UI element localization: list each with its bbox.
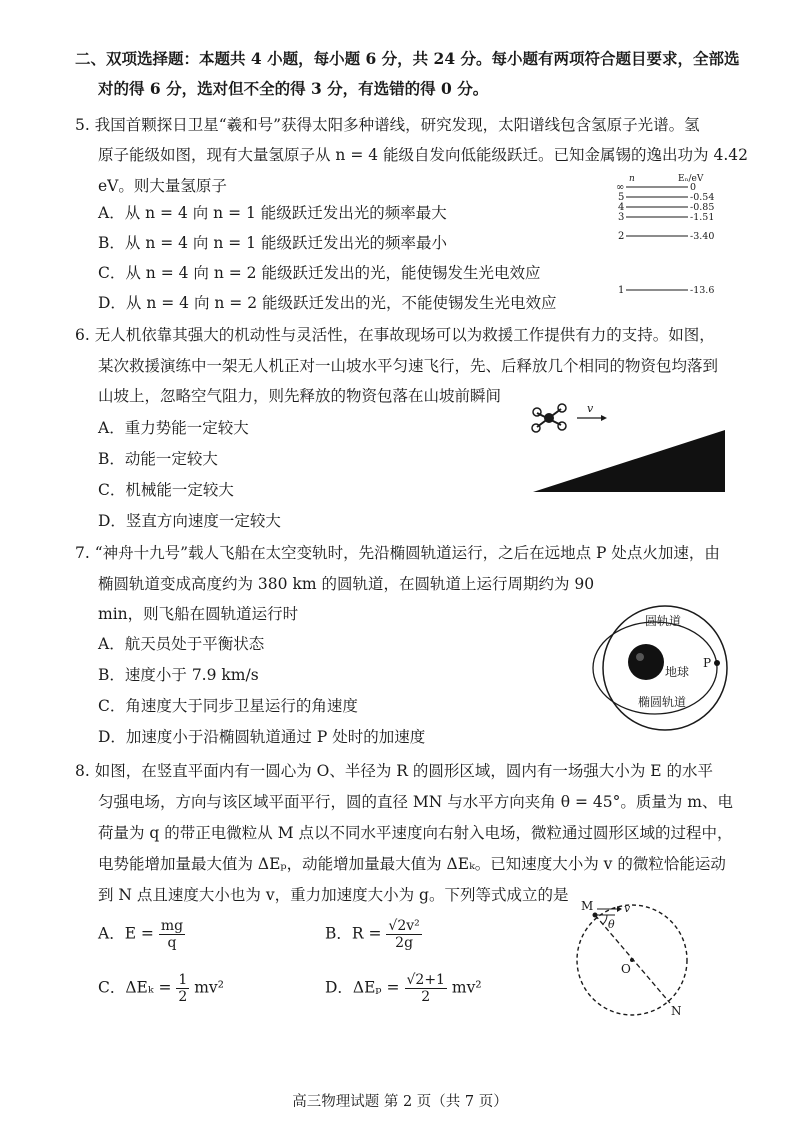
q5-option-c: C．从 n = 4 向 n = 2 能级跃迁发出的光，能使锡发生光电效应	[98, 264, 541, 282]
label-n: N	[671, 1004, 682, 1018]
level-n-1: 1	[618, 285, 625, 296]
q8-option-c-suffix: mv²	[194, 978, 224, 997]
q8-option-d-fraction	[405, 972, 447, 1005]
point-m	[593, 913, 598, 918]
q6-stem-line3: 山坡上，忽略空气阻力，则先释放的物资包落在山坡前瞬间	[98, 387, 502, 405]
point-p-marker	[714, 660, 720, 666]
q8-option-d-den: 2	[421, 989, 431, 1005]
level-n-4: 4	[618, 202, 625, 213]
q8-stem-line5: 到 N 点且速度大小也为 v，重力加速度大小为 g。下列等式成立的是	[98, 886, 569, 904]
label-o: O	[621, 962, 631, 976]
energy-header-e: Eₙ/eV	[678, 174, 704, 184]
q8-option-c-den: 2	[178, 989, 188, 1005]
level-e-inf: 0	[690, 182, 697, 193]
slope-shape	[533, 430, 725, 492]
q7-option-c: C．角速度大于同步卫星运行的角速度	[98, 697, 358, 715]
energy-header-n: n	[629, 174, 635, 184]
label-m: M	[581, 899, 594, 913]
q7-stem-line3: min，则飞船在圆轨道运行时	[98, 605, 299, 623]
q7-option-d: D．加速度小于沿椭圆轨道通过 P 处时的加速度	[98, 728, 426, 746]
q7-option-b: B．速度小于 7.9 km/s	[98, 666, 259, 684]
q5-stem-line2: 原子能级如图，现有大量氢原子从 n = 4 能级自发向低能级跃迁。已知金属锡的逸出功为 4.42	[98, 146, 748, 164]
circle-field-diagram	[575, 893, 735, 1023]
orbit-diagram	[590, 600, 740, 740]
q7-option-a: A．航天员处于平衡状态	[98, 635, 265, 653]
q5-option-b: B．从 n = 4 向 n = 1 能级跃迁发出光的频率最小	[98, 234, 447, 252]
level-e-4: -0.85	[690, 202, 715, 213]
q8-option-b-fraction	[386, 918, 421, 951]
point-p-label: P	[703, 656, 712, 670]
level-n-3: 3	[618, 212, 625, 223]
q6-stem-line2: 某次救援演练中一架无人机正对一山坡水平匀速飞行，先、后释放几个相同的物资包均落到	[98, 357, 719, 375]
q6-option-c: C．机械能一定较大	[98, 481, 234, 499]
q8-option-b	[325, 918, 422, 951]
q5-stem-line3: eV。则大量氢原子	[98, 177, 227, 195]
level-e-3: -1.51	[690, 212, 715, 223]
q8-option-a-fraction	[159, 918, 185, 951]
q8-option-d	[325, 972, 482, 1005]
section-header-line1: 二、双项选择题：本题共 4 小题，每小题 6 分，共 24 分。每小题有两项符合题目要求，全部选	[75, 49, 740, 68]
q8-option-c	[98, 972, 224, 1005]
q8-option-d-num: √2+1	[406, 972, 445, 988]
q8-option-b-num: √2v²	[388, 918, 420, 934]
q8-option-b-prefix: B．R =	[325, 924, 382, 943]
q8-option-a-den: q	[167, 935, 177, 951]
q8-stem-line3: 荷量为 q 的带正电微粒从 M 点以不同水平速度向右射入电场，微粒通过圆形区域的过程中，	[98, 824, 733, 842]
energy-level-diagram	[612, 170, 742, 300]
earth-icon	[628, 644, 664, 680]
q8-option-a-prefix: A．E =	[98, 924, 154, 943]
level-e-1: -13.6	[690, 285, 715, 296]
level-n-5: 5	[618, 192, 625, 203]
q8-option-b-den: 2g	[395, 935, 414, 951]
q8-option-d-suffix: mv²	[451, 978, 482, 997]
section-header-line2: 对的得 6 分，选对但不全的得 3 分，有选错的得 0 分。	[98, 79, 489, 98]
drone-icon	[532, 404, 566, 432]
q6-option-b: B．动能一定较大	[98, 450, 218, 468]
q6-option-d: D．竖直方向速度一定较大	[98, 512, 281, 530]
q8-option-a-num: mg	[160, 918, 184, 934]
q7-stem-line1: 7. “神舟十九号”载人飞船在太空变轨时，先沿椭圆轨道运行，之后在远地点 P 处点火加速，由	[75, 544, 720, 562]
q8-stem-line4: 电势能增加量最大值为 ΔEₚ，动能增加量最大值为 ΔEₖ。已知速度大小为 v 的微粒恰能运动	[98, 855, 726, 873]
earth-label: 地球	[665, 665, 690, 679]
level-n-inf: ∞	[616, 182, 625, 193]
velocity-label: v	[587, 402, 594, 415]
label-theta: θ	[608, 918, 615, 931]
q6-stem-line1: 6. 无人机依靠其强大的机动性与灵活性，在事故现场可以为救援工作提供有力的支持。如图，	[75, 326, 715, 344]
q5-option-d: D．从 n = 4 向 n = 2 能级跃迁发出的光，不能使锡发生光电效应	[98, 294, 557, 312]
q5-option-a: A．从 n = 4 向 n = 1 能级跃迁发出光的频率最大	[98, 204, 447, 222]
circle-orbit-label: 圆轨道	[645, 614, 682, 628]
q8-option-c-num: 1	[178, 972, 188, 988]
q8-option-c-fraction	[176, 972, 189, 1005]
velocity-arrowhead	[601, 415, 607, 421]
level-e-2: -3.40	[690, 231, 715, 242]
ellipse-orbit-label: 椭圆轨道	[638, 695, 687, 709]
q8-stem-line1: 8. 如图，在竖直平面内有一圆心为 O、半径为 R 的圆形区域，圆内有一场强大小为 E 的水平	[75, 762, 714, 780]
q8-option-d-prefix: D．ΔEₚ =	[325, 978, 400, 997]
q8-stem-line2: 匀强电场，方向与该区域平面平行，圆的直径 MN 与水平方向夹角 θ = 45°。质量为 m、电	[98, 793, 733, 811]
q8-option-a	[98, 918, 185, 951]
page-footer: 高三物理试题 第 2 页（共 7 页）	[292, 1094, 508, 1110]
q8-option-c-prefix: C．ΔEₖ =	[98, 978, 172, 997]
label-v: v	[624, 902, 631, 915]
q7-stem-line2: 椭圆轨道变成高度约为 380 km 的圆轨道，在圆轨道上运行周期约为 90	[98, 575, 595, 593]
level-n-2: 2	[618, 231, 625, 242]
q6-option-a: A．重力势能一定较大	[98, 419, 249, 437]
drone-slope-diagram	[525, 395, 730, 500]
q5-stem-line1: 5. 我国首颗探日卫星“羲和号”获得太阳多种谱线，研究发现，太阳谱线包含氢原子光谱。氢	[75, 116, 700, 134]
theta-arc	[603, 915, 607, 924]
level-e-5: -0.54	[690, 192, 715, 203]
